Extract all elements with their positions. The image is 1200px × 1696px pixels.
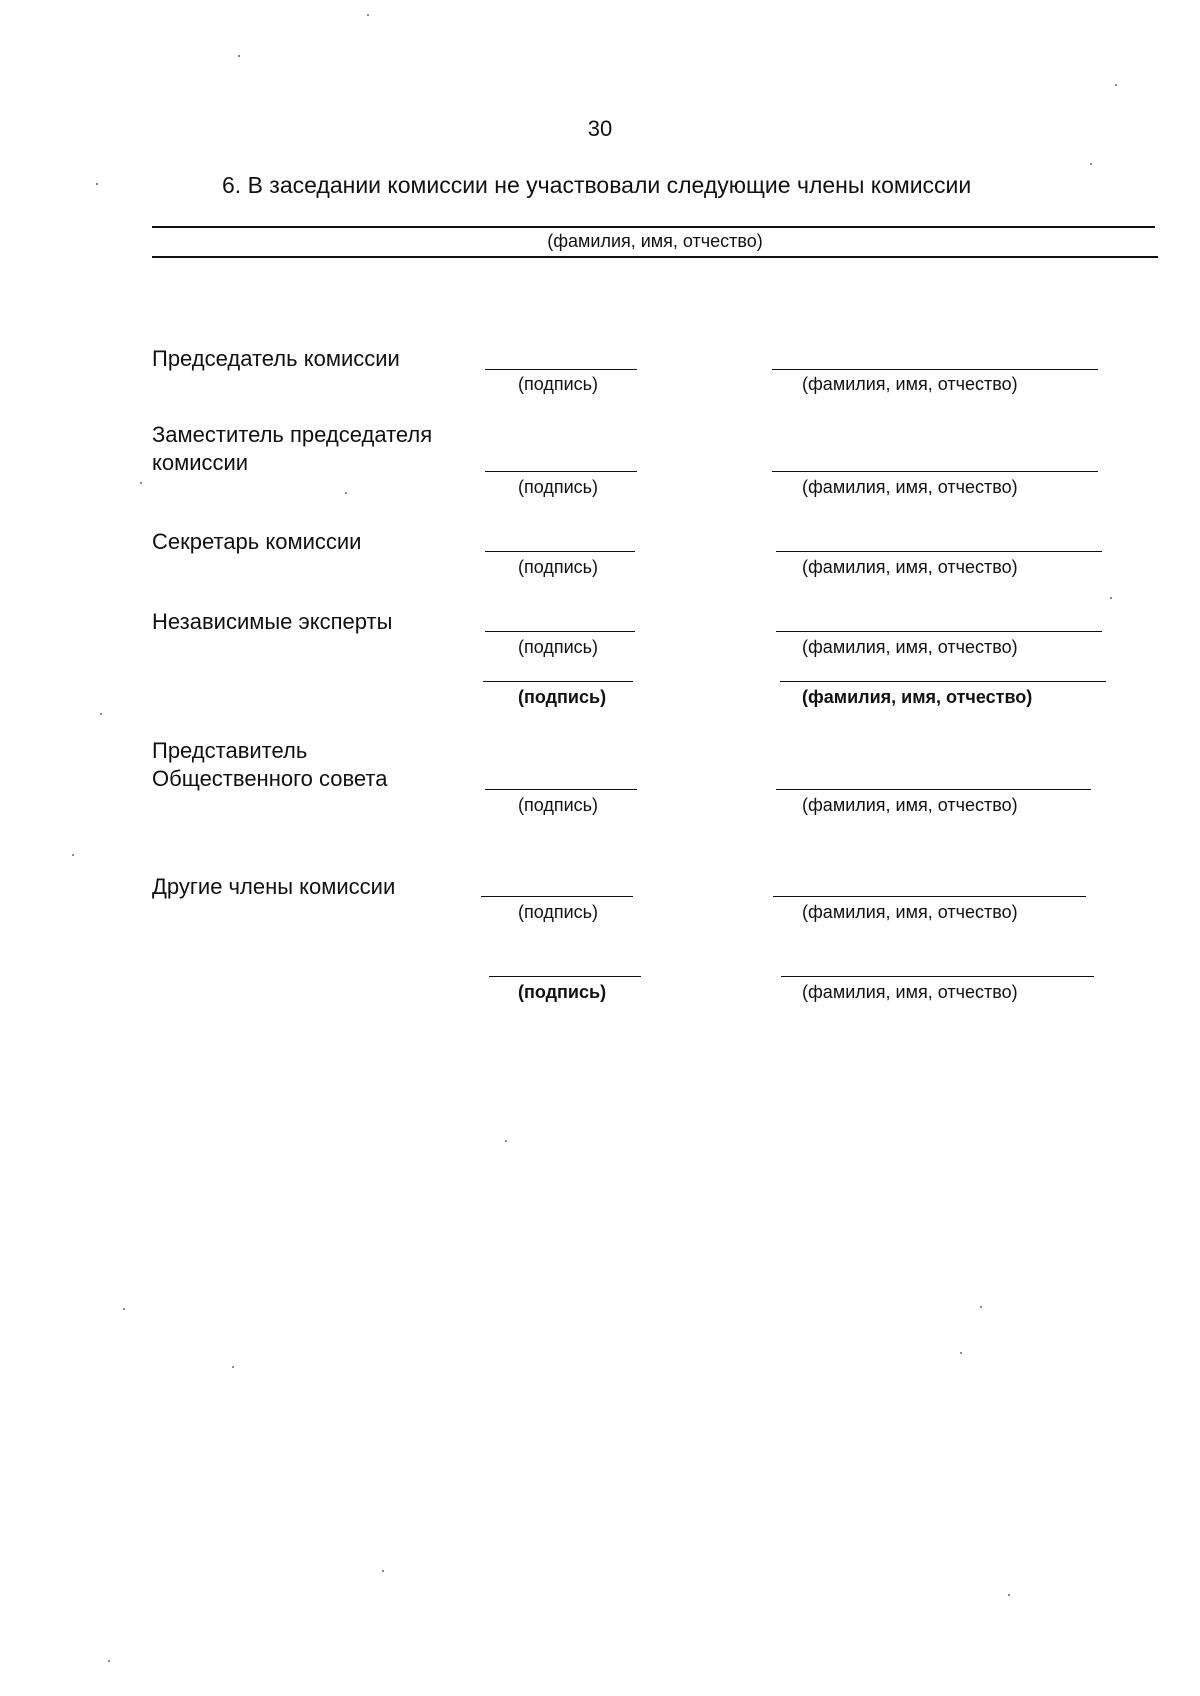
experts-label: Независимые эксперты xyxy=(152,609,393,634)
public-name-caption: (фамилия, имя, отчество) xyxy=(802,795,1018,815)
other2-signature-line xyxy=(489,976,641,977)
scan-speck xyxy=(1090,163,1092,165)
chairman-name-line xyxy=(772,369,1098,370)
chairman-signature-line xyxy=(485,369,637,370)
scan-speck xyxy=(96,183,98,185)
expert2-name-caption: (фамилия, имя, отчество) xyxy=(802,687,1033,707)
expert2-signature-line xyxy=(483,681,633,682)
chairman-name-caption: (фамилия, имя, отчество) xyxy=(802,374,1018,394)
scan-speck xyxy=(345,492,347,494)
scan-speck xyxy=(1008,1594,1010,1596)
scan-speck xyxy=(505,1140,507,1142)
other2-name-caption: (фамилия, имя, отчество) xyxy=(802,982,1018,1002)
public-label-line1: Представитель xyxy=(152,738,308,763)
secretary-label: Секретарь комиссии xyxy=(152,529,362,554)
secretary-signature-caption: (подпись) xyxy=(518,557,599,577)
deputy-signature-line xyxy=(485,471,637,472)
other1-name-caption: (фамилия, имя, отчество) xyxy=(802,902,1018,922)
expert2-name-line xyxy=(780,681,1106,682)
section-heading: 6. В заседании комиссии не участвовали следующие члены комиссии xyxy=(222,172,972,198)
deputy-name-line xyxy=(772,471,1098,472)
scan-speck xyxy=(238,55,240,57)
scan-speck xyxy=(1110,597,1112,599)
chairman-signature-caption: (подпись) xyxy=(518,374,599,394)
scan-speck xyxy=(123,1308,125,1310)
other2-name-line xyxy=(781,976,1094,977)
expert1-signature-line xyxy=(485,631,635,632)
public-label-line2: Общественного совета xyxy=(152,766,388,791)
secretary-signature-line xyxy=(485,551,635,552)
scan-speck xyxy=(232,1366,234,1368)
page-number: 30 xyxy=(587,116,613,141)
other1-name-line xyxy=(773,896,1086,897)
absent-members-line-bottom xyxy=(152,256,1158,258)
scan-speck xyxy=(72,854,74,856)
secretary-name-caption: (фамилия, имя, отчество) xyxy=(802,557,1018,577)
scan-speck xyxy=(1115,84,1117,86)
deputy-label-line1: Заместитель председателя xyxy=(152,422,433,447)
absent-members-caption: (фамилия, имя, отчество) xyxy=(547,231,763,251)
deputy-label-line2: комиссии xyxy=(152,450,249,475)
public-signature-caption: (подпись) xyxy=(518,795,599,815)
public-signature-line xyxy=(485,789,637,790)
deputy-signature-caption: (подпись) xyxy=(518,477,599,497)
scan-speck xyxy=(108,1660,110,1662)
other2-signature-caption: (подпись) xyxy=(518,982,607,1002)
other1-signature-caption: (подпись) xyxy=(518,902,599,922)
other1-signature-line xyxy=(481,896,633,897)
absent-members-line xyxy=(152,226,1155,228)
expert1-name-caption: (фамилия, имя, отчество) xyxy=(802,637,1018,657)
scan-speck xyxy=(960,1352,962,1354)
expert1-name-line xyxy=(776,631,1102,632)
scan-speck xyxy=(100,713,102,715)
chairman-label: Председатель комиссии xyxy=(152,346,400,371)
expert1-signature-caption: (подпись) xyxy=(518,637,599,657)
deputy-name-caption: (фамилия, имя, отчество) xyxy=(802,477,1018,497)
scan-speck xyxy=(980,1306,982,1308)
expert2-signature-caption: (подпись) xyxy=(518,687,607,707)
secretary-name-line xyxy=(776,551,1102,552)
scan-speck xyxy=(367,14,369,16)
others-label: Другие члены комиссии xyxy=(152,874,396,899)
public-name-line xyxy=(776,789,1091,790)
scan-speck xyxy=(140,482,142,484)
scan-speck xyxy=(382,1570,384,1572)
